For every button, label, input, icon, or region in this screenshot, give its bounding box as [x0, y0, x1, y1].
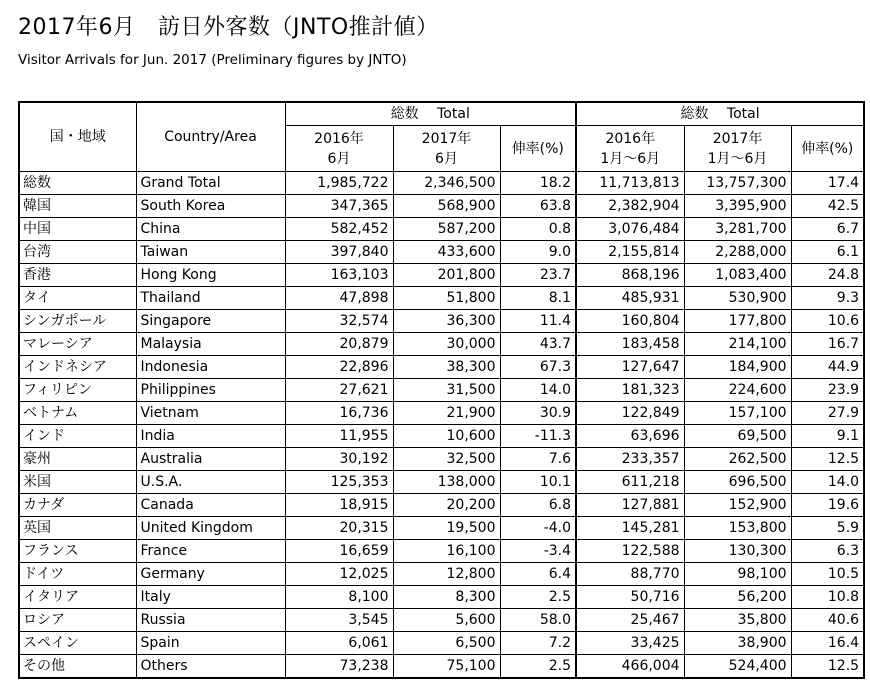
ytd-2017-cell: 153,800: [684, 517, 791, 540]
table-row: [19, 310, 864, 333]
june-2017-cell: 32,500: [393, 448, 500, 471]
region-jp-cell: フィリピン: [19, 379, 136, 402]
region-jp-cell: インドネシア: [19, 356, 136, 379]
region-en-cell: Germany: [136, 563, 285, 586]
june-2016-cell: 582,452: [285, 218, 393, 241]
region-jp-cell: 台湾: [19, 241, 136, 264]
header-region-jp: 国・地域: [19, 102, 136, 172]
growth-ytd-cell: 12.5: [791, 448, 864, 471]
ytd-2017-cell: 2,288,000: [684, 241, 791, 264]
ytd-2017-cell: 152,900: [684, 494, 791, 517]
june-2017-cell: 36,300: [393, 310, 500, 333]
visitor-arrivals-table: [18, 101, 865, 679]
region-en-cell: Spain: [136, 632, 285, 655]
growth-ytd-cell: 17.4: [791, 172, 864, 195]
header-2017-ytd: [684, 126, 791, 172]
region-en-cell: China: [136, 218, 285, 241]
growth-monthly-cell: 2.5: [500, 655, 576, 679]
growth-ytd-cell: 14.0: [791, 471, 864, 494]
region-en-cell: Vietnam: [136, 402, 285, 425]
header-2017-ytd-range: 1月～6月: [707, 150, 768, 167]
ytd-2016-cell: 233,357: [576, 448, 684, 471]
june-2017-cell: 51,800: [393, 287, 500, 310]
ytd-2016-cell: 868,196: [576, 264, 684, 287]
region-en-cell: Singapore: [136, 310, 285, 333]
region-en-cell: Thailand: [136, 287, 285, 310]
table-body: [19, 172, 864, 679]
june-2016-cell: 12,025: [285, 563, 393, 586]
table-row: [19, 448, 864, 471]
table-row: [19, 425, 864, 448]
table-row: [19, 402, 864, 425]
june-2017-cell: 38,300: [393, 356, 500, 379]
ytd-2017-cell: 184,900: [684, 356, 791, 379]
ytd-2016-cell: 127,647: [576, 356, 684, 379]
ytd-2017-cell: 696,500: [684, 471, 791, 494]
ytd-2016-cell: 145,281: [576, 517, 684, 540]
region-jp-cell: カナダ: [19, 494, 136, 517]
growth-monthly-cell: 9.0: [500, 241, 576, 264]
region-jp-cell: インド: [19, 425, 136, 448]
june-2017-cell: 568,900: [393, 195, 500, 218]
header-total-ytd: 総数 Total: [576, 102, 864, 126]
region-jp-cell: スペイン: [19, 632, 136, 655]
june-2017-cell: 16,100: [393, 540, 500, 563]
region-en-cell: Indonesia: [136, 356, 285, 379]
table-row: [19, 264, 864, 287]
growth-monthly-cell: 58.0: [500, 609, 576, 632]
table-row: [19, 540, 864, 563]
growth-monthly-cell: 23.7: [500, 264, 576, 287]
june-2016-cell: 347,365: [285, 195, 393, 218]
header-growth-monthly: 伸率(%): [500, 126, 576, 172]
growth-ytd-cell: 9.3: [791, 287, 864, 310]
header-growth-ytd: 伸率(%): [791, 126, 864, 172]
june-2017-cell: 433,600: [393, 241, 500, 264]
header-2016-june: [285, 126, 393, 172]
region-jp-cell: 英国: [19, 517, 136, 540]
june-2017-cell: 2,346,500: [393, 172, 500, 195]
growth-ytd-cell: 19.6: [791, 494, 864, 517]
growth-monthly-cell: 0.8: [500, 218, 576, 241]
growth-monthly-cell: -3.4: [500, 540, 576, 563]
june-2016-cell: 16,659: [285, 540, 393, 563]
table-row: [19, 379, 864, 402]
page-subtitle: Visitor Arrivals for Jun. 2017 (Preliminary figures by JNTO): [18, 52, 407, 68]
region-jp-cell: 中国: [19, 218, 136, 241]
ytd-2017-cell: 56,200: [684, 586, 791, 609]
ytd-2016-cell: 2,155,814: [576, 241, 684, 264]
june-2016-cell: 16,736: [285, 402, 393, 425]
ytd-2017-cell: 262,500: [684, 448, 791, 471]
ytd-2017-cell: 69,500: [684, 425, 791, 448]
june-2016-cell: 125,353: [285, 471, 393, 494]
table-row: [19, 471, 864, 494]
growth-ytd-cell: 10.5: [791, 563, 864, 586]
region-jp-cell: シンガポール: [19, 310, 136, 333]
table-row: [19, 333, 864, 356]
june-2017-cell: 10,600: [393, 425, 500, 448]
ytd-2017-cell: 530,900: [684, 287, 791, 310]
ytd-2016-cell: 466,004: [576, 655, 684, 679]
growth-ytd-cell: 6.1: [791, 241, 864, 264]
growth-ytd-cell: 27.9: [791, 402, 864, 425]
table-row: [19, 241, 864, 264]
ytd-2017-cell: 98,100: [684, 563, 791, 586]
header-region-en: Country/Area: [136, 102, 285, 172]
table-row: [19, 287, 864, 310]
ytd-2016-cell: 611,218: [576, 471, 684, 494]
growth-monthly-cell: -4.0: [500, 517, 576, 540]
june-2016-cell: 27,621: [285, 379, 393, 402]
region-en-cell: Hong Kong: [136, 264, 285, 287]
region-en-cell: U.S.A.: [136, 471, 285, 494]
growth-monthly-cell: 30.9: [500, 402, 576, 425]
growth-monthly-cell: 6.4: [500, 563, 576, 586]
header-total-monthly: 総数 Total: [285, 102, 576, 126]
region-en-cell: Grand Total: [136, 172, 285, 195]
growth-monthly-cell: 18.2: [500, 172, 576, 195]
region-en-cell: Malaysia: [136, 333, 285, 356]
june-2016-cell: 163,103: [285, 264, 393, 287]
header-2016-june-year: 2016年: [314, 130, 364, 147]
header-2017-june-year: 2017年: [421, 130, 472, 147]
june-2017-cell: 12,800: [393, 563, 500, 586]
header-2016-ytd: [576, 126, 684, 172]
table-row: [19, 494, 864, 517]
june-2017-cell: 8,300: [393, 586, 500, 609]
header-2016-june-month: 6月: [327, 150, 351, 167]
table-row: [19, 195, 864, 218]
june-2016-cell: 73,238: [285, 655, 393, 679]
table-row: [19, 517, 864, 540]
region-jp-cell: イタリア: [19, 586, 136, 609]
region-en-cell: France: [136, 540, 285, 563]
ytd-2016-cell: 3,076,484: [576, 218, 684, 241]
region-en-cell: Italy: [136, 586, 285, 609]
june-2017-cell: 5,600: [393, 609, 500, 632]
ytd-2017-cell: 214,100: [684, 333, 791, 356]
ytd-2017-cell: 157,100: [684, 402, 791, 425]
growth-ytd-cell: 40.6: [791, 609, 864, 632]
header-2017-june: [393, 126, 500, 172]
region-jp-cell: ベトナム: [19, 402, 136, 425]
header-2017-ytd-year: 2017年: [712, 130, 763, 147]
table-row: [19, 586, 864, 609]
growth-ytd-cell: 10.8: [791, 586, 864, 609]
june-2017-cell: 587,200: [393, 218, 500, 241]
june-2016-cell: 20,315: [285, 517, 393, 540]
june-2016-cell: 8,100: [285, 586, 393, 609]
june-2017-cell: 75,100: [393, 655, 500, 679]
header-2016-ytd-range: 1月～6月: [600, 150, 661, 167]
growth-monthly-cell: 2.5: [500, 586, 576, 609]
growth-monthly-cell: 43.7: [500, 333, 576, 356]
ytd-2017-cell: 38,900: [684, 632, 791, 655]
ytd-2017-cell: 177,800: [684, 310, 791, 333]
ytd-2017-cell: 13,757,300: [684, 172, 791, 195]
june-2016-cell: 6,061: [285, 632, 393, 655]
ytd-2016-cell: 50,716: [576, 586, 684, 609]
growth-monthly-cell: 8.1: [500, 287, 576, 310]
ytd-2016-cell: 63,696: [576, 425, 684, 448]
june-2017-cell: 201,800: [393, 264, 500, 287]
region-jp-cell: ドイツ: [19, 563, 136, 586]
region-en-cell: Canada: [136, 494, 285, 517]
growth-ytd-cell: 24.8: [791, 264, 864, 287]
growth-ytd-cell: 16.4: [791, 632, 864, 655]
region-jp-cell: 香港: [19, 264, 136, 287]
region-jp-cell: フランス: [19, 540, 136, 563]
ytd-2016-cell: 2,382,904: [576, 195, 684, 218]
growth-ytd-cell: 5.9: [791, 517, 864, 540]
june-2016-cell: 18,915: [285, 494, 393, 517]
ytd-2017-cell: 224,600: [684, 379, 791, 402]
growth-ytd-cell: 6.3: [791, 540, 864, 563]
region-en-cell: Australia: [136, 448, 285, 471]
growth-ytd-cell: 12.5: [791, 655, 864, 679]
ytd-2016-cell: 25,467: [576, 609, 684, 632]
june-2016-cell: 32,574: [285, 310, 393, 333]
growth-monthly-cell: 7.6: [500, 448, 576, 471]
table-row: [19, 632, 864, 655]
header-2017-june-month: 6月: [435, 150, 458, 167]
table-row: [19, 356, 864, 379]
region-jp-cell: 米国: [19, 471, 136, 494]
region-en-cell: United Kingdom: [136, 517, 285, 540]
region-en-cell: Russia: [136, 609, 285, 632]
june-2016-cell: 20,879: [285, 333, 393, 356]
region-jp-cell: ロシア: [19, 609, 136, 632]
growth-monthly-cell: 67.3: [500, 356, 576, 379]
table-row: [19, 218, 864, 241]
header-2016-ytd-year: 2016年: [605, 130, 656, 147]
growth-ytd-cell: 23.9: [791, 379, 864, 402]
ytd-2016-cell: 485,931: [576, 287, 684, 310]
growth-monthly-cell: 6.8: [500, 494, 576, 517]
ytd-2016-cell: 33,425: [576, 632, 684, 655]
growth-monthly-cell: 14.0: [500, 379, 576, 402]
region-jp-cell: 総数: [19, 172, 136, 195]
ytd-2017-cell: 130,300: [684, 540, 791, 563]
region-en-cell: Philippines: [136, 379, 285, 402]
ytd-2016-cell: 127,881: [576, 494, 684, 517]
growth-monthly-cell: 7.2: [500, 632, 576, 655]
table-row: [19, 609, 864, 632]
growth-monthly-cell: 10.1: [500, 471, 576, 494]
growth-monthly-cell: -11.3: [500, 425, 576, 448]
june-2016-cell: 30,192: [285, 448, 393, 471]
ytd-2016-cell: 11,713,813: [576, 172, 684, 195]
page-title: 2017年6月 訪日外客数（JNTO推計値）: [18, 15, 439, 40]
region-jp-cell: マレーシア: [19, 333, 136, 356]
growth-ytd-cell: 44.9: [791, 356, 864, 379]
growth-ytd-cell: 10.6: [791, 310, 864, 333]
growth-ytd-cell: 6.7: [791, 218, 864, 241]
june-2016-cell: 397,840: [285, 241, 393, 264]
june-2016-cell: 3,545: [285, 609, 393, 632]
ytd-2016-cell: 160,804: [576, 310, 684, 333]
table-row: [19, 563, 864, 586]
region-en-cell: South Korea: [136, 195, 285, 218]
june-2017-cell: 21,900: [393, 402, 500, 425]
june-2016-cell: 11,955: [285, 425, 393, 448]
june-2017-cell: 6,500: [393, 632, 500, 655]
june-2016-cell: 47,898: [285, 287, 393, 310]
june-2017-cell: 19,500: [393, 517, 500, 540]
region-en-cell: Taiwan: [136, 241, 285, 264]
region-jp-cell: 韓国: [19, 195, 136, 218]
table-row: [19, 655, 864, 679]
region-en-cell: Others: [136, 655, 285, 679]
ytd-2017-cell: 3,395,900: [684, 195, 791, 218]
growth-ytd-cell: 16.7: [791, 333, 864, 356]
region-en-cell: India: [136, 425, 285, 448]
june-2016-cell: 22,896: [285, 356, 393, 379]
ytd-2017-cell: 1,083,400: [684, 264, 791, 287]
ytd-2017-cell: 35,800: [684, 609, 791, 632]
ytd-2016-cell: 183,458: [576, 333, 684, 356]
june-2017-cell: 30,000: [393, 333, 500, 356]
ytd-2016-cell: 181,323: [576, 379, 684, 402]
june-2017-cell: 138,000: [393, 471, 500, 494]
growth-ytd-cell: 9.1: [791, 425, 864, 448]
june-2017-cell: 20,200: [393, 494, 500, 517]
growth-ytd-cell: 42.5: [791, 195, 864, 218]
region-jp-cell: タイ: [19, 287, 136, 310]
ytd-2016-cell: 88,770: [576, 563, 684, 586]
region-jp-cell: その他: [19, 655, 136, 679]
ytd-2016-cell: 122,588: [576, 540, 684, 563]
region-jp-cell: 豪州: [19, 448, 136, 471]
growth-monthly-cell: 11.4: [500, 310, 576, 333]
table-row: [19, 172, 864, 195]
june-2016-cell: 1,985,722: [285, 172, 393, 195]
ytd-2016-cell: 122,849: [576, 402, 684, 425]
ytd-2017-cell: 524,400: [684, 655, 791, 679]
june-2017-cell: 31,500: [393, 379, 500, 402]
growth-monthly-cell: 63.8: [500, 195, 576, 218]
ytd-2017-cell: 3,281,700: [684, 218, 791, 241]
